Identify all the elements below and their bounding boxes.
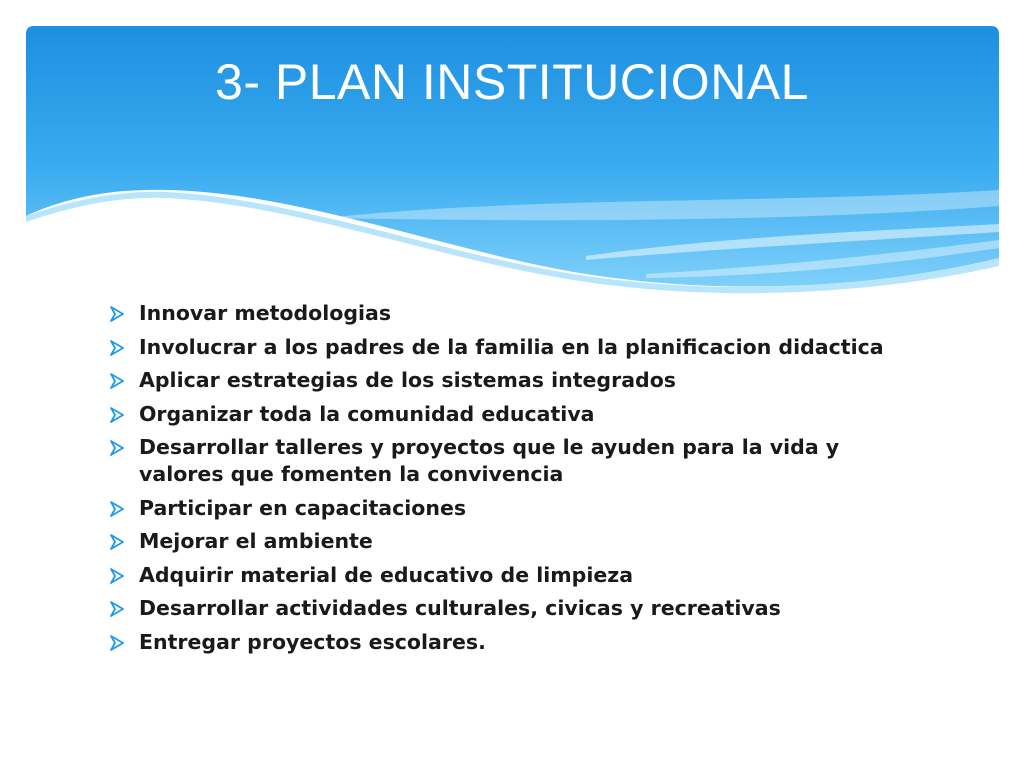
arrow-bullet-icon — [108, 533, 126, 551]
bullet-text: Desarrollar talleres y proyectos que le ayuden para la vida y valores que fomenten la convivencia — [139, 435, 840, 486]
bullet-item — [108, 629, 928, 656]
arrow-bullet-icon — [108, 567, 126, 585]
bullet-text: Participar en capacitaciones — [139, 495, 467, 520]
bullet-text: Desarrollar actividades culturales, civicas y recreativas — [139, 596, 781, 620]
arrow-bullet-icon — [108, 406, 126, 424]
bullet-text: Entregar proyectos escolares. — [139, 629, 486, 654]
bullet-text: Organizar toda la comunidad educativa — [139, 401, 595, 426]
bullet-item — [108, 434, 928, 488]
bullet-text: Adquirir material de educativo de limpieza — [139, 562, 634, 587]
bullet-text: Aplicar estrategias de los sistemas integrados — [139, 368, 676, 392]
bullet-text: Mejorar el ambiente — [139, 529, 373, 553]
bullet-item — [108, 495, 928, 522]
arrow-bullet-icon — [108, 500, 126, 518]
bullet-item — [108, 562, 928, 589]
arrow-bullet-icon — [108, 339, 126, 357]
bullet-item — [108, 367, 928, 394]
bullet-text: Involucrar a los padres de la familia en la planificacion didactica — [139, 334, 884, 359]
bullet-list — [108, 300, 928, 662]
arrow-bullet-icon — [108, 372, 126, 390]
arrow-bullet-icon — [108, 600, 126, 618]
bullet-text: Innovar metodologias — [139, 301, 392, 325]
arrow-bullet-icon — [108, 439, 126, 457]
bullet-item — [108, 528, 928, 555]
arrow-bullet-icon — [108, 634, 126, 652]
bullet-item — [108, 334, 928, 361]
arrow-bullet-icon — [108, 305, 126, 323]
bullet-item — [108, 401, 928, 428]
slide-title: 3- PLAN INSTITUCIONAL — [215, 54, 809, 110]
bullet-item — [108, 300, 928, 327]
bullet-item — [108, 595, 928, 622]
